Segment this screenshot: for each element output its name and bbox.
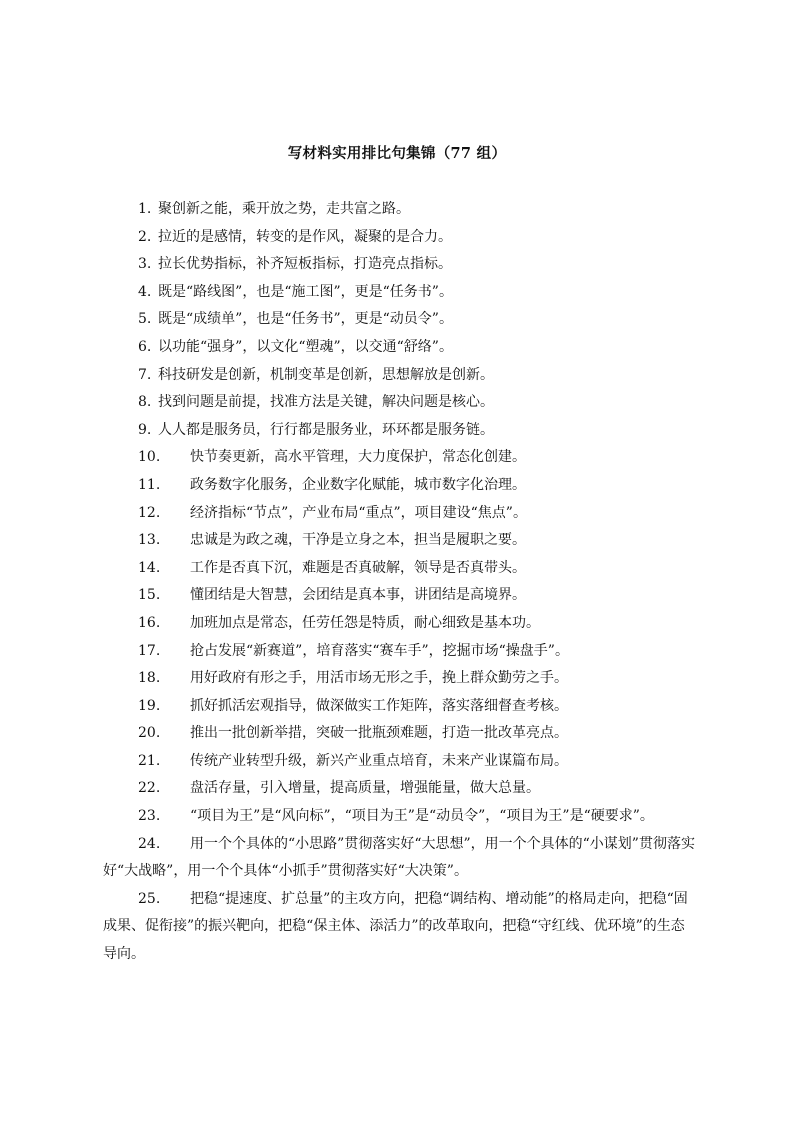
item-number: 3. bbox=[138, 256, 152, 273]
list-item bbox=[103, 831, 695, 886]
item-text: 忠诚是为政之魂，干净是立身之本，担当是履职之要。 bbox=[190, 532, 526, 549]
item-text: 以功能“强身”，以文化“塑魂”，以交通“舒络”。 bbox=[158, 338, 453, 355]
item-number: 24. bbox=[138, 835, 161, 852]
item-text: 用好政府有形之手，用活市场无形之手，挽上群众勤劳之手。 bbox=[190, 670, 568, 687]
item-number: 16. bbox=[138, 614, 161, 631]
list-item bbox=[103, 638, 695, 666]
item-number: 15. bbox=[138, 587, 161, 604]
item-text: 聚创新之能，乘开放之势，走共富之路。 bbox=[158, 201, 410, 217]
list-item bbox=[103, 224, 695, 252]
item-text: 拉近的是感情，转变的是作风，凝聚的是合力。 bbox=[158, 228, 452, 245]
item-text: 盘活存量，引入增量，提高质量，增强能量，做大总量。 bbox=[190, 780, 540, 797]
list-item bbox=[103, 665, 695, 693]
list-item bbox=[103, 417, 695, 445]
item-number: 9. bbox=[138, 421, 152, 438]
item-number: 18. bbox=[138, 670, 161, 687]
item-text: 工作是否真下沉，难题是否真破解，领导是否真带头。 bbox=[190, 559, 526, 576]
item-number: 25. bbox=[138, 890, 161, 907]
list-item bbox=[103, 720, 695, 748]
item-number: 22. bbox=[138, 780, 161, 797]
item-text: 既是“成绩单”，也是“任务书”，更是“动员令”。 bbox=[158, 311, 453, 328]
item-text: 人人都是服务员，行行都是服务业，环环都是服务链。 bbox=[158, 421, 494, 438]
item-text: 经济指标“节点”，产业布局“重点”，项目建设“焦点”。 bbox=[190, 504, 527, 521]
item-number: 7. bbox=[138, 366, 152, 383]
list-item bbox=[103, 389, 695, 417]
item-text: 找到问题是前提，找准方法是关键，解决问题是核心。 bbox=[158, 394, 494, 411]
item-number: 21. bbox=[138, 752, 161, 769]
item-text: 既是“路线图”，也是“施工图”，更是“任务书”。 bbox=[158, 283, 453, 300]
list-item bbox=[103, 555, 695, 583]
item-number: 1. bbox=[138, 201, 152, 217]
list-item bbox=[103, 803, 695, 831]
list-item bbox=[103, 334, 695, 362]
list-item bbox=[103, 362, 695, 390]
item-number: 4. bbox=[138, 283, 152, 300]
item-text: 用一个个具体的“小思路”贯彻落实好“大思想”，用一个个具体的“小谋划”贯彻落实好“大战略”，用一个个具体“小抓手”贯彻落实好“大决策”。 bbox=[103, 835, 695, 880]
list-item bbox=[103, 306, 695, 334]
list-item bbox=[103, 527, 695, 555]
item-number: 19. bbox=[138, 697, 161, 714]
item-number: 10. bbox=[138, 449, 161, 466]
item-number: 8. bbox=[138, 394, 152, 411]
list-item bbox=[103, 444, 695, 472]
phrase-list bbox=[103, 196, 695, 969]
list-item bbox=[103, 693, 695, 721]
item-number: 6. bbox=[138, 338, 152, 355]
list-item bbox=[103, 500, 695, 528]
item-number: 2. bbox=[138, 228, 152, 245]
item-number: 20. bbox=[138, 725, 161, 742]
list-item bbox=[103, 775, 695, 803]
item-text: 抢占发展“新赛道”，培育落实“赛车手”，挖掘市场“操盘手”。 bbox=[190, 642, 569, 659]
list-item bbox=[103, 886, 695, 969]
list-item bbox=[103, 251, 695, 279]
list-item bbox=[103, 610, 695, 638]
item-text: 政务数字化服务，企业数字化赋能，城市数字化治理。 bbox=[190, 476, 526, 493]
list-item bbox=[103, 748, 695, 776]
item-text: 加班加点是常态，任劳任怨是特质，耐心细致是基本功。 bbox=[190, 614, 540, 631]
item-text: 懂团结是大智慧，会团结是真本事，讲团结是高境界。 bbox=[190, 587, 526, 604]
item-number: 13. bbox=[138, 532, 161, 549]
item-text: 科技研发是创新，机制变革是创新，思想解放是创新。 bbox=[158, 366, 494, 383]
item-text: 传统产业转型升级，新兴产业重点培育，未来产业谋篇布局。 bbox=[190, 752, 568, 769]
list-item bbox=[103, 472, 695, 500]
item-number: 12. bbox=[138, 504, 161, 521]
list-item bbox=[103, 582, 695, 610]
item-number: 5. bbox=[138, 311, 152, 328]
document-title: 写材料实用排比句集锦（77 组） bbox=[287, 145, 507, 162]
item-number: 11. bbox=[138, 476, 161, 493]
item-number: 23. bbox=[138, 808, 161, 825]
list-item bbox=[103, 279, 695, 307]
item-text: “项目为王”是“风向标”，“项目为王”是“动员令”，“项目为王”是“硬要求”。 bbox=[190, 808, 654, 825]
item-text: 把稳“提速度、扩总量”的主攻方向，把稳“调结构、增动能”的格局走向，把稳“固成果、促衔接”的振兴靶向，把稳“保主体、添活力”的改革取向，把稳“守红线、优环境”的生态导向。 bbox=[103, 890, 688, 963]
item-text: 快节奏更新，高水平管理，大力度保护，常态化创建。 bbox=[190, 449, 526, 466]
list-item bbox=[103, 196, 695, 224]
item-text: 抓好抓活宏观指导，做深做实工作矩阵，落实落细督查考核。 bbox=[190, 697, 568, 714]
item-text: 拉长优势指标，补齐短板指标，打造亮点指标。 bbox=[158, 256, 452, 273]
item-number: 17. bbox=[138, 642, 161, 659]
item-number: 14. bbox=[138, 559, 161, 576]
item-text: 推出一批创新举措，突破一批瓶颈难题，打造一批改革亮点。 bbox=[190, 725, 568, 742]
